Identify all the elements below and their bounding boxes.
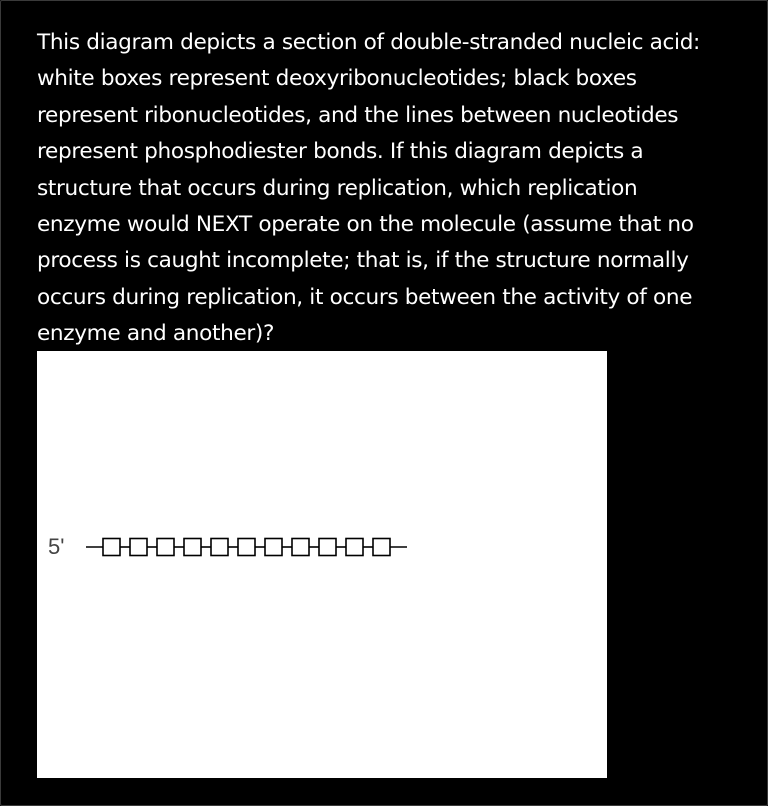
question-line: occurs during replication, it occurs between the activity of one — [37, 284, 693, 310]
question-line: represent ribonucleotides, and the lines between nucleotides — [37, 102, 679, 128]
deoxyribonucleotide-box — [346, 539, 363, 556]
deoxyribonucleotide-box — [211, 539, 228, 556]
deoxyribonucleotide-box — [103, 539, 120, 556]
question-text — [37, 25, 737, 353]
deoxyribonucleotide-box — [373, 539, 390, 556]
deoxyribonucleotide-box — [157, 539, 174, 556]
strand-drawing — [37, 351, 607, 778]
five-prime-label: 5' — [48, 534, 65, 559]
question-line: white boxes represent deoxyribonucleotides; black boxes — [37, 66, 637, 92]
deoxyribonucleotide-box — [184, 539, 201, 556]
nucleic-acid-diagram — [37, 351, 607, 778]
question-line: This diagram depicts a section of double-stranded nucleic acid: — [37, 30, 700, 55]
deoxyribonucleotide-box — [265, 539, 282, 556]
question-line: structure that occurs during replication, which replication — [37, 175, 638, 201]
deoxyribonucleotide-box — [130, 539, 147, 556]
deoxyribonucleotide-box — [238, 539, 255, 556]
question-line: enzyme and another)? — [37, 321, 275, 347]
question-line: enzyme would NEXT operate on the molecule (assume that no — [37, 212, 694, 238]
question-line: process is caught incomplete; that is, if the structure normally — [37, 248, 689, 274]
deoxyribonucleotide-box — [292, 539, 309, 556]
question-line: represent phosphodiester bonds. If this diagram depicts a — [37, 139, 644, 165]
deoxyribonucleotide-box — [319, 539, 336, 556]
